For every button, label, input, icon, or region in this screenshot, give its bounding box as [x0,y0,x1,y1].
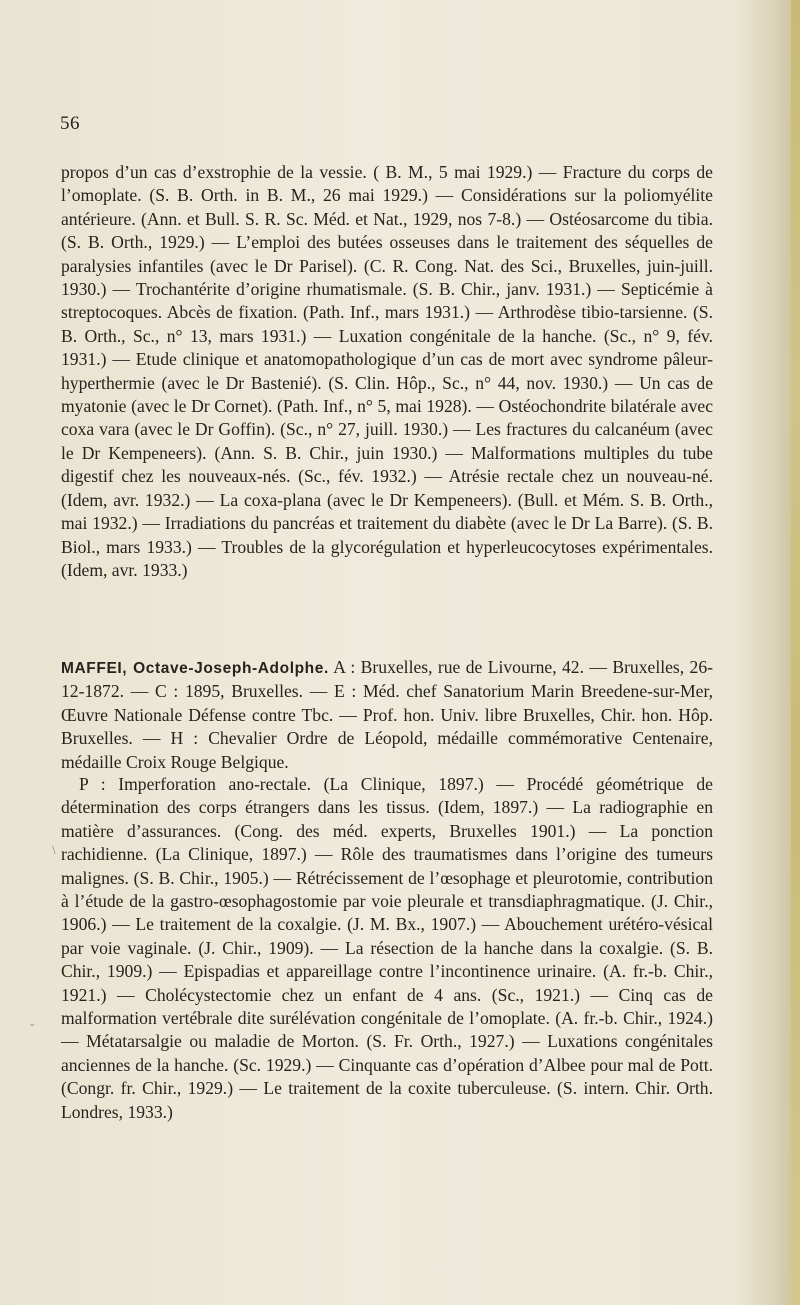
entry-name: MAFFEI, Octave-Joseph-Adolphe. [61,660,329,677]
entry-header-paragraph [61,656,713,774]
entry-biography: A : Bruxelles, rue de Livourne, 42. — Bruxelles, 26-12-1872. — C : 1895, Bruxelles. — E : Méd. chef Sanatorium Marin Breedene-sur-Mer, Œuvre Nationale Défense contre Tbc. — Prof. hon. Univ. libre Bruxelles, Chir. hon. Hôp. Bruxelles. — H : Chevalier Ordre de Léopold, médaille commémorative Centenaire, médaille Croix Rouge Belgique. [61,657,713,772]
entry-publications-paragraph: P : Imperforation ano-rectale. (La Clinique, 1897.) — Procédé géométrique de détermination des corps étrangers dans les tissus. (Idem, 1897.) — La radiographie en matière d’assurances. (Cong. des méd. experts, Bruxelles 1901.) — La ponction rachidienne. (La Clinique, 1897.) — Rôle des traumatismes dans l’origine des tumeurs malignes. (S. B. Chir., 1905.) — Rétrécissement de l’œsophage et pleurotomie, contribution à l’étude de la gastro-œsophagostomie par voie pleurale et transdiaphragmatique. (J. Chir., 1906.) — Le traitement de la coxalgie. (J. M. Bx., 1907.) — Abouchement urétéro-vésical par voie vaginale. (J. Chir., 1909). — La résection de la hanche dans la coxalgie. (S. B. Chir., 1909.) — Epispadias et appareillage contre l’incontinence urinaire. (A. fr.-b. Chir., 1921.) — Cholécystectomie chez un enfant de 4 ans. (Sc., 1921.) — Cinq cas de malformation vertébrale dite surélévation congénitale de l’omoplate. (A. fr.-b. Chir., 1924.) — Métatarsalgie ou maladie de Morton. (S. Fr. Orth., 1927.) — Luxations congénitales anciennes de la hanche. (Sc. 1929.) — Cinquante cas d’opération d’Albee pour mal de Pott. (Congr. fr. Chir., 1929.) — Le traitement de la coxite tuberculeuse. (S. intern. Chir. Orth. Londres, 1933.) [61,774,713,1122]
page-number: 56 [60,113,80,134]
page-edge-stain [791,0,800,1305]
continued-bibliography-paragraph: propos d’un cas d’exstrophie de la vessie. ( B. M., 5 mai 1929.) — Fracture du corps de l’omoplate. (S. B. Orth. in B. M., 26 mai 1929.) — Considérations sur la poliomyélite antérieure. (Ann. et Bull. S. R. Sc. Méd. et Nat., 1929, nos 7-8.) — Ostéosarcome du tibia. (S. B. Orth., 1929.) — L’emploi des butées osseuses dans le traitement des séquelles de paralysies infantiles (avec le Dr Parisel). (C. R. Cong. Nat. des Sci., Bruxelles, juin-juill. 1930.) — Trochantérite d’origine rhumatismale. (S. B. Chir., janv. 1931.) — Septicémie à streptocoques. Abcès de fixation. (Path. Inf., mars 1931.) — Arthrodèse tibio-tarsienne. (S. B. Orth., Sc., n° 13, mars 1931.) — Luxation congénitale de la hanche. (Sc., n° 9, fév. 1931.) — Etude clinique et anatomopathologique d’un cas de mort avec syndrome pâleur-hyperthermie (avec le Dr Bastenié). (S. Clin. Hôp., Sc., n° 44, nov. 1930.) — Un cas de myatonie (avec le Dr Cornet). (Path. Inf., n° 5, mai 1928). — Ostéochondrite bilatérale avec coxa vara (avec le Dr Goffin). (Sc., n° 27, juill. 1930.) — Les fractures du calcanéum (avec le Dr Kempeneers). (Ann. S. B. Chir., juin 1930.) — Malformations multiples du tube digestif chez les nouveaux-nés. (Sc., fév. 1932.) — Atrésie rectale chez un nouveau-né. (Idem, avr. 1932.) — La coxa-plana (avec le Dr Kempeneers). (Bull. et Mém. S. B. Orth., mai 1932.) — Irradiations du pancréas et traitement du diabète (avec le Dr La Barre). (S. B. Biol., mars 1933.) — Troubles de la glycorégulation et hyperleucocytoses expérimentales. (Idem, avr. 1933.) [61,162,713,580]
margin-pencil-mark: \ [52,842,56,857]
margin-pencil-mark: - [30,1016,35,1031]
